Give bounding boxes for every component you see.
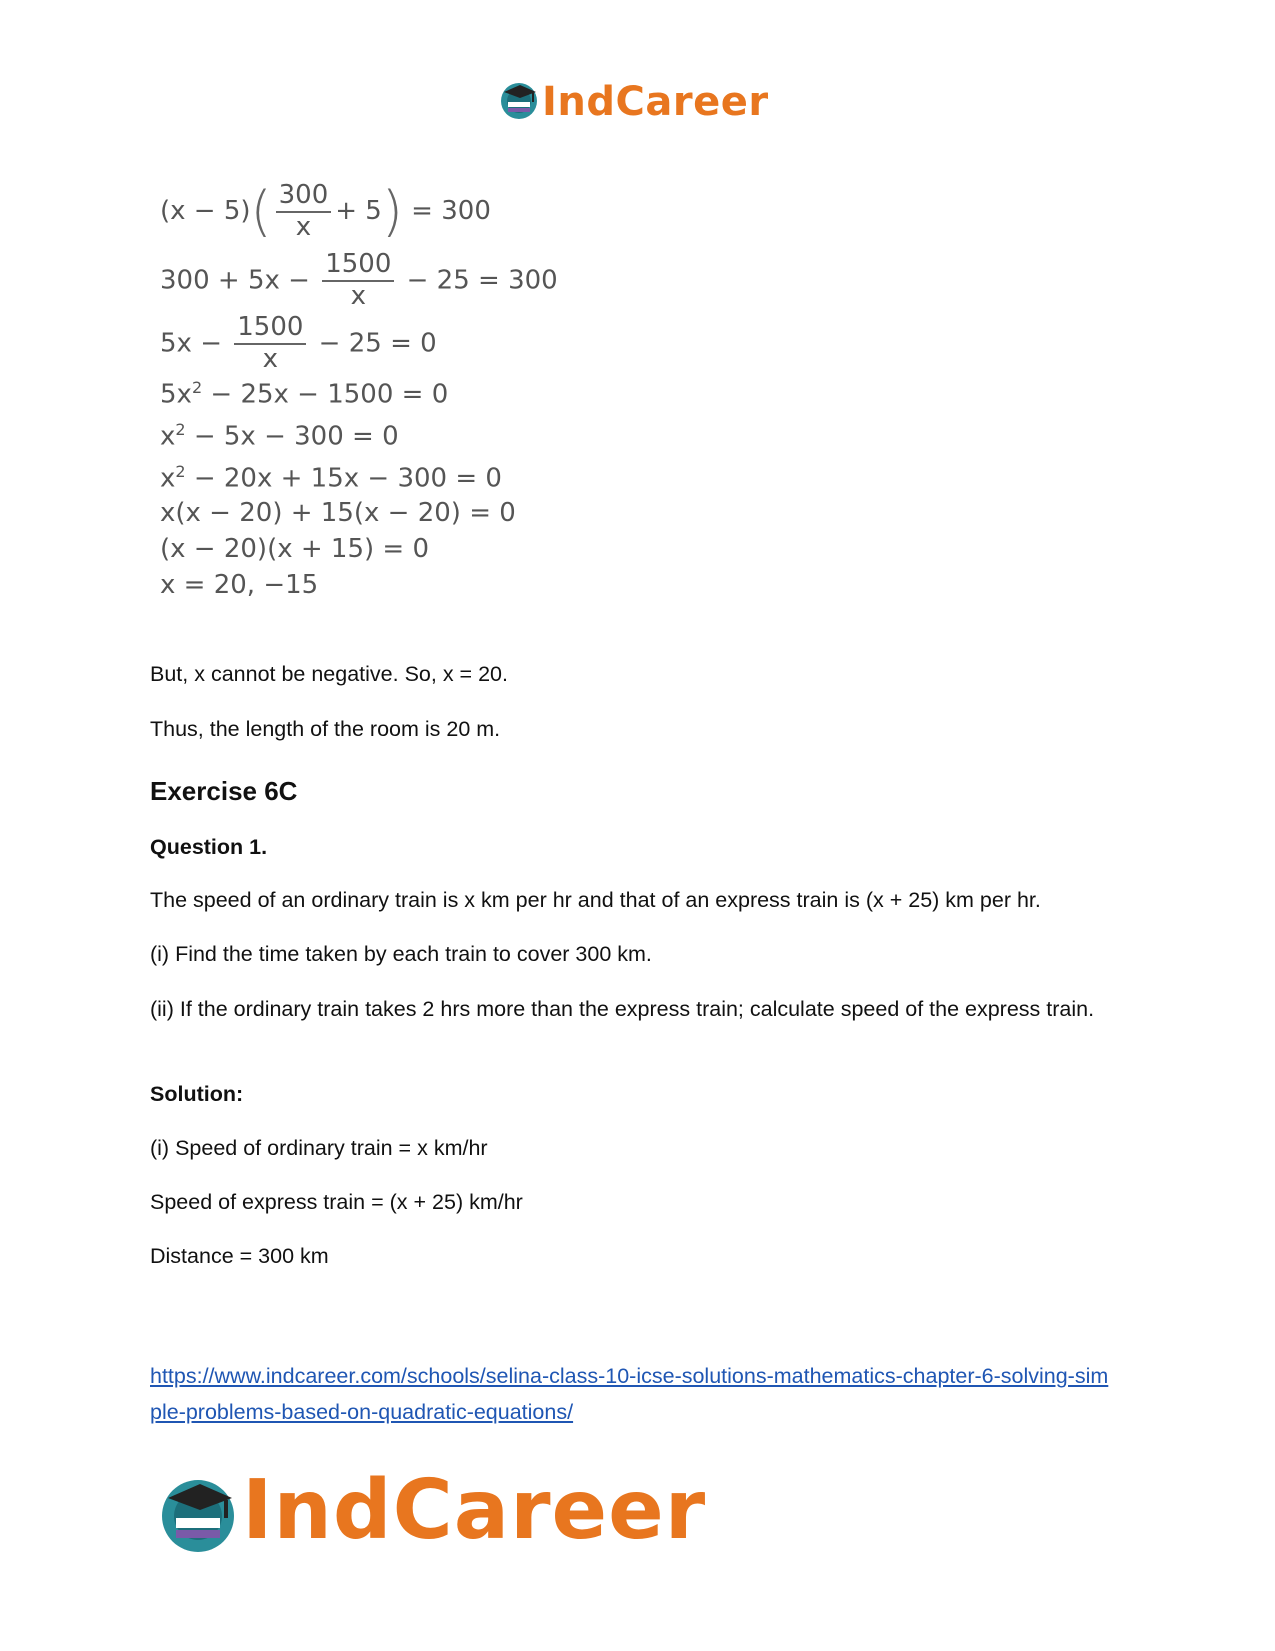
brand-name: IndCareer (242, 1463, 707, 1558)
math-line-8: (x − 20)(x + 15) = 0 (160, 534, 430, 564)
question-part-ii: (ii) If the ordinary train takes 2 hrs more than the express train; calculate speed of the express train. (150, 997, 1095, 1021)
graduation-cap-globe-icon (498, 78, 540, 120)
solution-label: Solution: (150, 1082, 244, 1106)
math-line-4: $5x^2 - 25x - 1500 = 0$ (160, 378, 449, 410)
question-text: The speed of an ordinary train is x km per hr and that of an express train is (x + 25) km per hr. (150, 888, 1041, 912)
graduation-cap-globe-icon (156, 1470, 240, 1554)
math-line-5: $x^2 - 5x - 300 = 0$ (160, 420, 399, 452)
header-logo (498, 78, 768, 128)
math-line-2: 300 + 5x − $\frac{1500}{x}$ − 25 = 300 (160, 249, 558, 311)
math-line-6: $x^2 - 20x + 15x - 300 = 0$ (160, 462, 502, 494)
solution-line-3: Distance = 300 km (150, 1244, 329, 1268)
conclusion-negative: But, x cannot be negative. So, x = 20. (150, 662, 508, 686)
footer-url-link[interactable]: https://www.indcareer.com/schools/selina-class-10-icse-solutions-mathematics-chapter-6-solving-simple-problems-based-on-quadratic-equations/ (150, 1364, 1109, 1424)
solution-line-1: (i) Speed of ordinary train = x km/hr (150, 1136, 488, 1160)
footer-logo (156, 1463, 707, 1560)
math-line-3: 5x − $\frac{1500}{x}$ − 25 = 0 (160, 312, 437, 374)
solution-line-2: Speed of express train = (x + 25) km/hr (150, 1190, 523, 1214)
math-line-1: (x − 5)( $\frac{300}{x}$ + 5) = 300 (160, 179, 491, 243)
exercise-title: Exercise 6C (150, 776, 298, 806)
brand-name: IndCareer (542, 79, 769, 125)
conclusion-length: Thus, the length of the room is 20 m. (150, 717, 501, 741)
math-line-7: x(x − 20) + 15(x − 20) = 0 (160, 498, 516, 528)
question-label: Question 1. (150, 835, 268, 859)
math-derivation (160, 179, 558, 635)
question-part-i: (i) Find the time taken by each train to cover 300 km. (150, 942, 652, 966)
math-line-9: x = 20, −15 (160, 570, 319, 600)
